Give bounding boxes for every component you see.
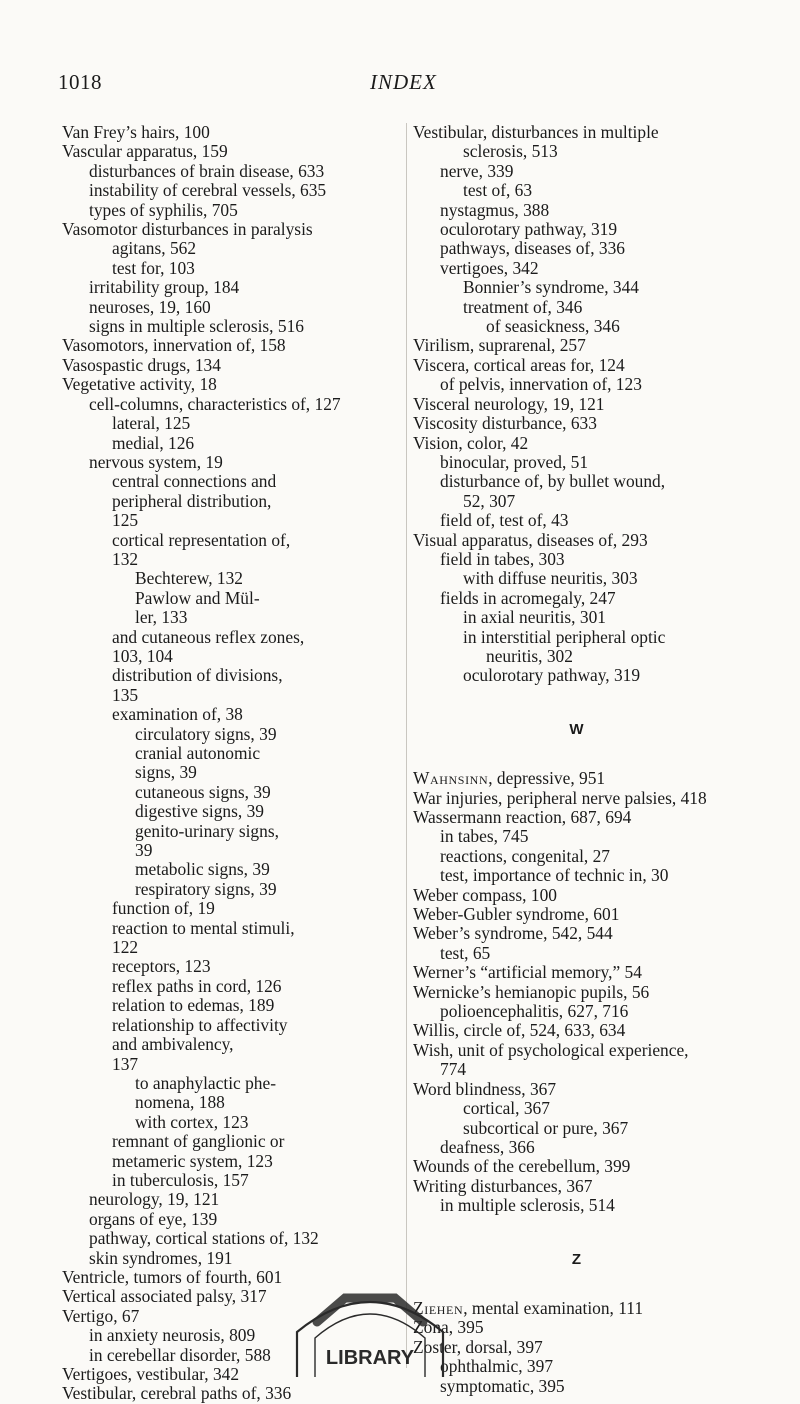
index-entry: Visceral neurology, 19, 121 — [413, 393, 605, 414]
index-entry: relation to edemas, 189 — [112, 995, 275, 1016]
index-entry: cutaneous signs, 39 — [135, 781, 271, 802]
index-entry: skin syndromes, 191 — [89, 1247, 233, 1268]
index-entry: pathway, cortical stations of, 132 — [89, 1228, 319, 1249]
index-entry: in anxiety neurosis, 809 — [89, 1325, 256, 1346]
index-entry: disturbance of, by bullet wound, — [440, 471, 666, 492]
index-entry: with cortex, 123 — [135, 1111, 249, 1132]
index-entry: sclerosis, 513 — [463, 141, 558, 162]
index-entry: ophthalmic, 397 — [440, 1356, 554, 1377]
index-entry: Viscosity disturbance, 633 — [413, 413, 597, 434]
index-entry: subcortical or pure, 367 — [463, 1117, 629, 1138]
index-entry: remnant of ganglionic or — [112, 1131, 285, 1152]
index-entry: 39 — [135, 840, 153, 861]
index-entry: Virilism, suprarenal, 257 — [413, 335, 586, 356]
index-entry: Ventricle, tumors of fourth, 601 — [62, 1266, 283, 1287]
index-entry: Writing disturbances, 367 — [413, 1175, 593, 1196]
index-entry: signs in multiple sclerosis, 516 — [89, 316, 304, 337]
index-entry: with diffuse neuritis, 303 — [463, 568, 638, 589]
index-entry: agitans, 562 — [112, 238, 197, 259]
index-entry: nomena, 188 — [135, 1092, 225, 1113]
index-entry: Weber’s syndrome, 542, 544 — [413, 923, 613, 944]
index-entry: reaction to mental stimuli, — [112, 917, 295, 938]
index-entry: Wassermann reaction, 687, 694 — [413, 807, 632, 827]
index-entries-w — [413, 769, 740, 1215]
index-entry: neuroses, 19, 160 — [89, 296, 211, 317]
index-entry: polioencephalitis, 627, 716 — [440, 1001, 629, 1022]
index-entry: 52, 307 — [463, 490, 516, 511]
stamp-text: LIBRARY — [325, 1347, 415, 1369]
index-entry: circulatory signs, 39 — [135, 723, 277, 744]
index-entry: Vegetative activity, 18 — [62, 374, 217, 395]
index-entry: cortical, 367 — [463, 1098, 550, 1119]
index-entry: vertigoes, 342 — [440, 257, 539, 278]
index-entry: peripheral distribution, — [112, 490, 272, 511]
index-entry: in tuberculosis, 157 — [112, 1169, 249, 1190]
index-entry: oculorotary pathway, 319 — [440, 219, 618, 240]
index-entry: nystagmus, 388 — [440, 199, 550, 220]
index-entry: of seasickness, 346 — [486, 316, 620, 337]
index-entry: and ambivalency, — [112, 1034, 234, 1055]
index-entry: neuritis, 302 — [486, 645, 573, 666]
index-entry: digestive signs, 39 — [135, 801, 264, 822]
index-entry: types of syphilis, 705 — [89, 199, 238, 220]
index-entry: field of, test of, 43 — [440, 510, 569, 531]
index-entry: examination of, 38 — [112, 704, 243, 725]
index-entry: Van Frey’s hairs, 100 — [62, 122, 210, 142]
index-entry: Werner’s “artificial memory,” 54 — [413, 962, 642, 983]
index-entry: Viscera, cortical areas for, 124 — [413, 354, 625, 375]
index-entry: Vision, color, 42 — [413, 432, 529, 453]
index-entry: organs of eye, 139 — [89, 1208, 218, 1229]
index-entry: 125 — [112, 510, 139, 531]
index-entry: signs, 39 — [135, 762, 197, 783]
index-entry: War injuries, peripheral nerve palsies, 418 — [413, 787, 707, 808]
index-entry: in cerebellar disorder, 588 — [89, 1344, 271, 1365]
index-entry: central connections and — [112, 471, 277, 492]
index-entry: reflex paths in cord, 126 — [112, 975, 282, 996]
index-entry: in tabes, 745 — [440, 826, 529, 847]
index-entry: Vertical associated palsy, 317 — [62, 1286, 267, 1307]
index-entry: Wish, unit of psychological experience, — [413, 1039, 689, 1060]
index-entry: 135 — [112, 684, 139, 705]
index-entry: 132 — [112, 548, 139, 569]
index-entry: pathways, diseases of, 336 — [440, 238, 625, 259]
index-entry: 122 — [112, 937, 139, 958]
index-entry: distribution of divisions, — [112, 665, 283, 686]
index-entry: receptors, 123 — [112, 956, 211, 977]
index-column-right — [413, 123, 740, 1396]
index-entry: cranial autonomic — [135, 743, 261, 763]
index-entry: nervous system, 19 — [89, 451, 223, 472]
index-entry: Vascular apparatus, 159 — [62, 141, 228, 162]
index-entry: Vasospastic drugs, 134 — [62, 354, 221, 375]
index-entry: ler, 133 — [135, 607, 188, 628]
index-entry: function of, 19 — [112, 898, 215, 919]
section-letter-z: Z — [571, 1250, 582, 1268]
index-entry: test for, 103 — [112, 257, 195, 278]
index-entry: test, importance of technic in, 30 — [440, 865, 669, 886]
index-entry: neurology, 19, 121 — [89, 1189, 220, 1210]
index-entry: Zoster, dorsal, 397 — [413, 1336, 543, 1357]
index-entry: test, 65 — [440, 942, 491, 963]
index-entry: reactions, congenital, 27 — [440, 845, 610, 866]
index-entries-z — [413, 1299, 740, 1396]
index-entry: Vasomotors, innervation of, 158 — [62, 335, 286, 356]
index-entry: genito-urinary signs, — [135, 820, 279, 841]
index-entry: nerve, 339 — [440, 160, 514, 181]
running-head: INDEX — [370, 70, 437, 94]
index-entry: treatment of, 346 — [463, 296, 583, 317]
index-entry: Weber-Gubler syndrome, 601 — [413, 904, 620, 925]
index-entry: 774 — [440, 1059, 467, 1080]
index-entry: Vasomotor disturbances in paralysis — [62, 219, 313, 240]
index-entry: Bechterew, 132 — [135, 568, 244, 589]
index-entry: fields in acromegaly, 247 — [440, 587, 616, 608]
column-divider — [406, 123, 407, 1368]
index-entry: Wernicke’s hemianopic pupils, 56 — [413, 981, 650, 1002]
index-entry: field in tabes, 303 — [440, 548, 565, 569]
index-entry: disturbances of brain disease, 633 — [89, 160, 325, 181]
index-entry: irritability group, 184 — [89, 277, 240, 298]
index-entry: Willis, circle of, 524, 633, 634 — [413, 1020, 626, 1041]
index-entry: deafness, 366 — [440, 1136, 535, 1157]
index-entry: Bonnier’s syndrome, 344 — [463, 277, 639, 298]
index-entry: Zona, 395 — [413, 1317, 484, 1338]
index-entry: 103, 104 — [112, 645, 173, 666]
index-entry: test of, 63 — [463, 180, 533, 201]
index-entry: medial, 126 — [112, 432, 195, 453]
index-entry: Weber compass, 100 — [413, 884, 557, 905]
index-entry: 137 — [112, 1053, 139, 1074]
index-entry: of pelvis, innervation of, 123 — [440, 374, 642, 395]
index-entry: Word blindness, 367 — [413, 1078, 557, 1099]
index-entry: lateral, 125 — [112, 413, 191, 434]
index-column-left — [62, 123, 404, 1404]
index-entry: in axial neuritis, 301 — [463, 607, 606, 628]
index-entry: relationship to affectivity — [112, 1014, 288, 1035]
index-entries-v — [62, 123, 404, 1404]
index-entry: metameric system, 123 — [112, 1150, 273, 1171]
index-entry: in multiple sclerosis, 514 — [440, 1195, 615, 1216]
index-entry: Vestibular, cerebral paths of, 336 — [62, 1383, 292, 1404]
index-entry: Pawlow and Mül- — [135, 587, 260, 608]
index-entry: instability of cerebral vessels, 635 — [89, 180, 327, 201]
index-entry: Wahnsinn, depressive, 951 — [413, 768, 606, 789]
index-entry: oculorotary pathway, 319 — [463, 665, 641, 686]
index-entry: to anaphylactic phe- — [135, 1072, 276, 1093]
index-entry: respiratory signs, 39 — [135, 878, 277, 899]
index-entry: symptomatic, 395 — [440, 1375, 565, 1396]
index-entry: Visual apparatus, diseases of, 293 — [413, 529, 648, 550]
library-stamp-graphic — [285, 1282, 455, 1377]
section-letter-w: W — [569, 720, 584, 738]
index-entry: Ziehen, mental examination, 111 — [413, 1297, 644, 1318]
page-header — [0, 70, 800, 100]
index-entry: binocular, proved, 51 — [440, 451, 589, 472]
index-entry: Vertigoes, vestibular, 342 — [62, 1364, 240, 1384]
index-entry: Vestibular, disturbances in multiple — [413, 122, 659, 142]
library-stamp — [285, 1282, 455, 1377]
index-entry: metabolic signs, 39 — [135, 859, 270, 880]
index-entry: cell-columns, characteristics of, 127 — [89, 393, 341, 414]
index-entries-v-continued — [413, 123, 740, 686]
index-entry: Vertigo, 67 — [62, 1305, 140, 1326]
index-entry: cortical representation of, — [112, 529, 291, 550]
index-entry: and cutaneous reflex zones, — [112, 626, 305, 647]
index-entry: Wounds of the cerebellum, 399 — [413, 1156, 631, 1177]
index-entry: in interstitial peripheral optic — [463, 626, 666, 647]
page-number: 1018 — [58, 70, 102, 94]
